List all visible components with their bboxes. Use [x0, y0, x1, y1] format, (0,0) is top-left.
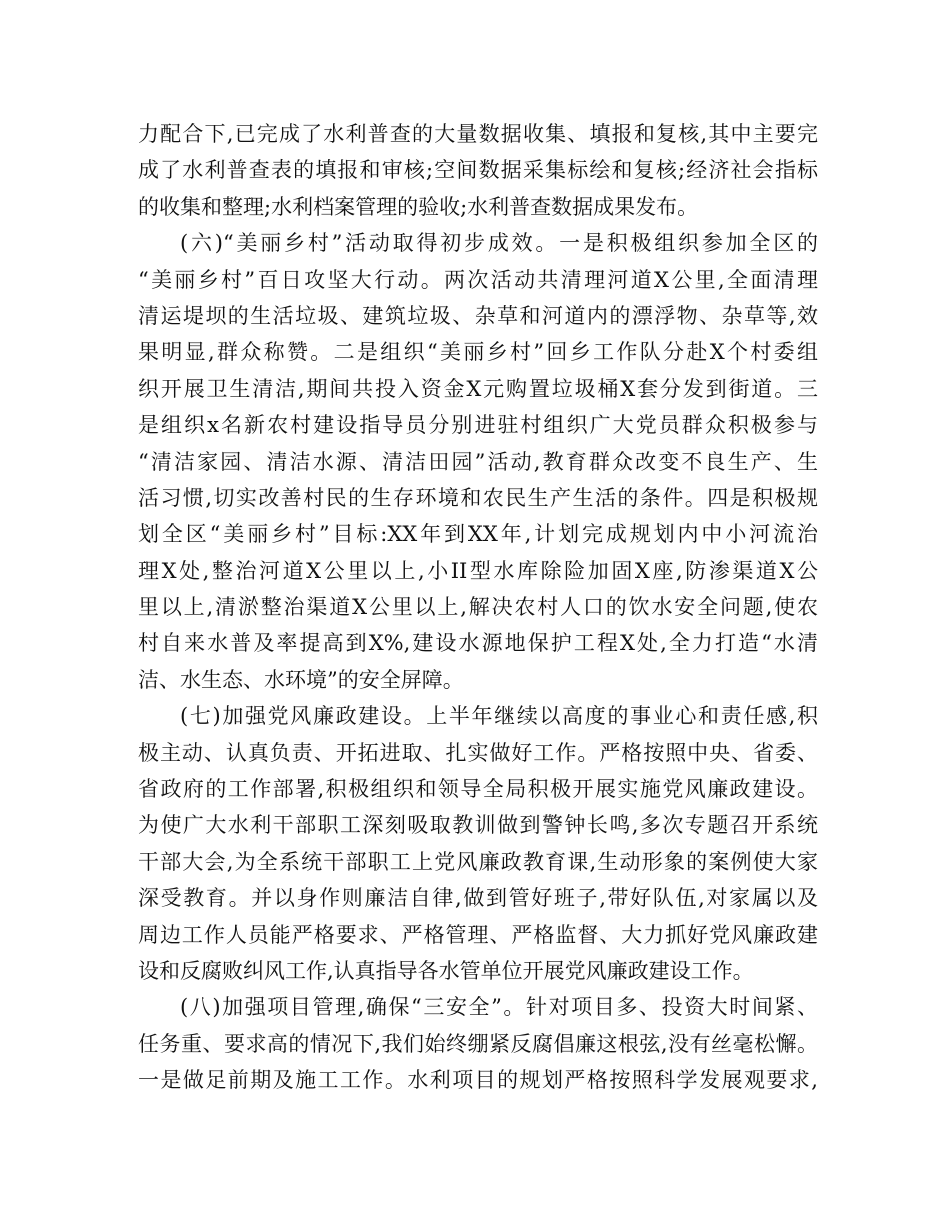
- text-line: 清运堤坝的生活垃圾、建筑垃圾、杂草和河道内的漂浮物、杂草等,效: [138, 303, 818, 328]
- text-line: 力配合下,已完成了水利普查的大量数据收集、填报和复核,其中主要完: [138, 122, 818, 146]
- text-line: 成了水利普查表的填报和审核;空间数据采集标绘和复核;经济社会指标: [138, 158, 818, 183]
- document-page: [138, 116, 818, 1099]
- text-line: 设和反腐败纠风工作,认真指导各水管单位开展党风廉政建设工作。: [138, 958, 754, 983]
- text-line: 干部大会,为全系统干部职工上党风廉政教育课,生动形象的案例使大家: [138, 849, 818, 874]
- text-line: 划全区“美丽乡村”目标:XX年到XX年,计划完成规划内中小河流治: [138, 522, 818, 547]
- text-line: “美丽乡村”百日攻坚大行动。两次活动共清理河道X公里,全面清理: [138, 267, 818, 292]
- paragraph-section-8: [138, 989, 818, 1098]
- paragraph-section-7: [138, 698, 818, 989]
- text-line: 为使广大水利干部职工深刻吸取教训做到警钟长鸣,多次专题召开系统: [138, 813, 818, 838]
- text-line: 一是做足前期及施工工作。水利项目的规划严格按照科学发展观要求,: [138, 1068, 818, 1093]
- text-line: 的收集和整理;水利档案管理的验收;水利普查数据成果发布。: [138, 194, 699, 219]
- text-line: 是组织x名新农村建设指导员分别进驻村组织广大党员群众积极参与: [138, 413, 818, 438]
- text-line: 任务重、要求高的情况下,我们始终绷紧反腐倡廉这根弦,没有丝毫松懈。: [138, 1031, 818, 1056]
- paragraph-section-6: [138, 225, 818, 698]
- text-line: 深受教育。并以身作则廉洁自律,做到管好班子,带好队伍,对家属以及: [138, 886, 818, 911]
- text-line: (八)加强项目管理,确保“三安全”。针对项目多、投资大时间紧、: [180, 995, 818, 1020]
- text-line: (六)“美丽乡村”活动取得初步成效。一是积极组织参加全区的: [180, 231, 818, 256]
- paragraph-continuation: [138, 116, 818, 225]
- text-line: 织开展卫生清洁,期间共投入资金X元购置垃圾桶X套分发到街道。三: [138, 376, 818, 401]
- text-line: 村自来水普及率提高到X%,建设水源地保护工程X处,全力打造“水清: [138, 631, 818, 656]
- text-line: 理X处,整治河道X公里以上,小II型水库除险加固X座,防渗渠道X公: [138, 558, 818, 583]
- text-line: 极主动、认真负责、开拓进取、扎实做好工作。严格按照中央、省委、: [138, 740, 818, 765]
- text-line: 洁、水生态、水环境”的安全屏障。: [138, 667, 464, 692]
- text-line: “清洁家园、清洁水源、清洁田园”活动,教育群众改变不良生产、生: [138, 449, 818, 474]
- text-line: 果明显,群众称赞。二是组织“美丽乡村”回乡工作队分赴X个村委组: [138, 340, 818, 365]
- text-line: 省政府的工作部署,积极组织和领导全局积极开展实施党风廉政建设。: [138, 777, 818, 802]
- text-line: 活习惯,切实改善村民的生存环境和农民生产生活的条件。四是积极规: [138, 485, 818, 510]
- text-line: 周边工作人员能严格要求、严格管理、严格监督、大力抓好党风廉政建: [138, 922, 818, 947]
- text-line: (七)加强党风廉政建设。上半年继续以高度的事业心和责任感,积: [180, 704, 818, 729]
- text-line: 里以上,清淤整治渠道X公里以上,解决农村人口的饮水安全问题,使农: [138, 595, 818, 620]
